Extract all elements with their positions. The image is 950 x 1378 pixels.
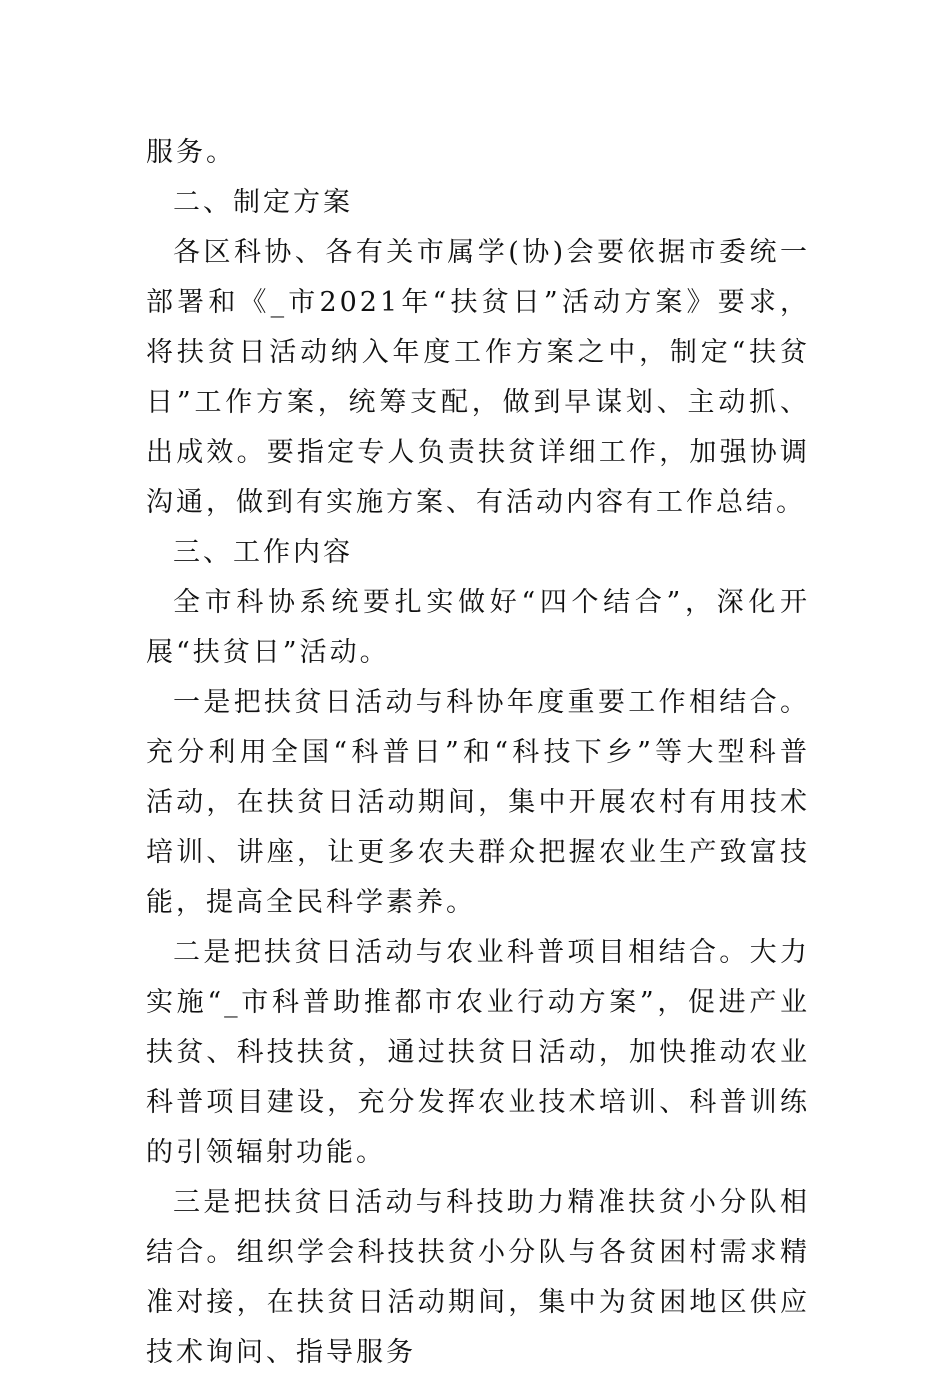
paragraph-item-2: 二是把扶贫日活动与农业科普项目相结合。大力实施“_市科普助推都市农业行动方案”，促进产业扶贫、科技扶贫，通过扶贫日活动，加快推动农业科普项目建设，充分发挥农业技术培训、科普训练的引领辐射功能。 (146, 937, 810, 1168)
document-body (146, 128, 810, 1378)
section-heading-content: 三、工作内容 (173, 537, 353, 568)
paragraph-item-3: 三是把扶贫日活动与科技助力精准扶贫小分队相结合。组织学会科技扶贫小分队与各贫困村需求精准对接，在扶贫日活动期间，集中为贫困地区供应技术询问、指导服务 (146, 1187, 810, 1368)
paragraph-plan: 各区科协、各有关市属学(协)会要依据市委统一部署和《_市2021年“扶贫日”活动方案》要求，将扶贫日活动纳入年度工作方案之中，制定“扶贫日”工作方案，统筹支配，做到早谋划、主动抓、出成效。要指定专人负责扶贫详细工作，加强协调沟通，做到有实施方案、有活动内容有工作总结。 (146, 237, 810, 518)
section-heading-plan: 二、制定方案 (173, 187, 353, 218)
continuation-text: 服务。 (146, 137, 236, 168)
paragraph-item-1: 一是把扶贫日活动与科协年度重要工作相结合。充分利用全国“科普日”和“科技下乡”等大型科普活动，在扶贫日活动期间，集中开展农村有用技术培训、讲座，让更多农夫群众把握农业生产致富技能，提高全民科学素养。 (146, 687, 810, 918)
paragraph-content-intro: 全市科协系统要扎实做好“四个结合”，深化开展“扶贫日”活动。 (146, 587, 810, 668)
